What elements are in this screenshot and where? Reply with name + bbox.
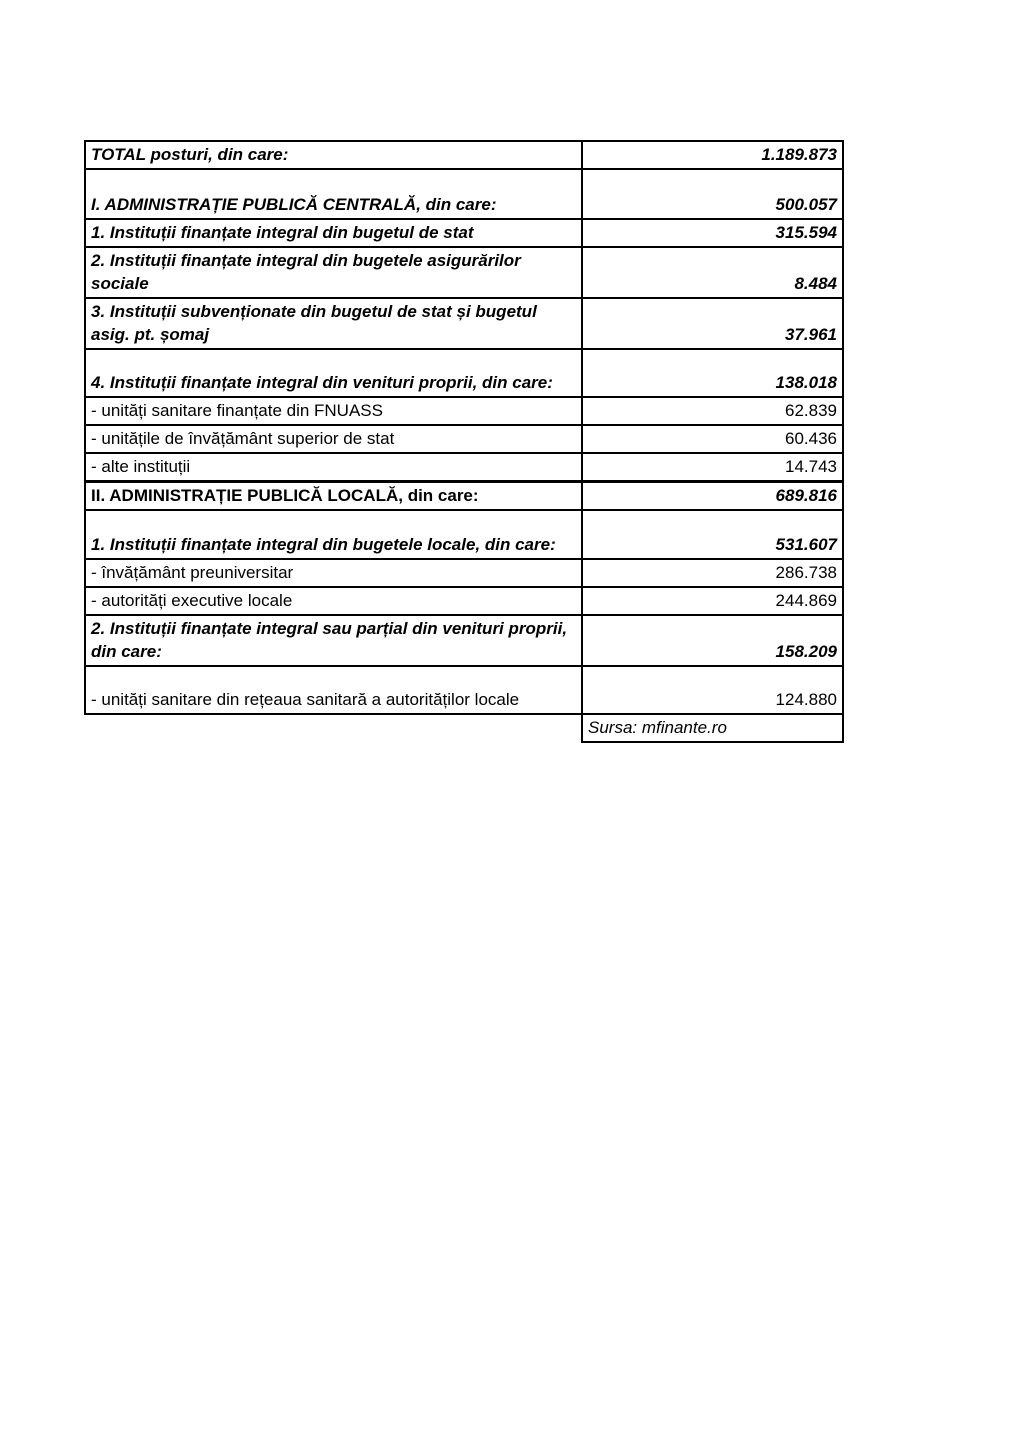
table-row	[85, 482, 843, 511]
row-value: 8.484	[582, 247, 843, 298]
table-row	[85, 298, 843, 349]
table-row	[85, 247, 843, 298]
row-value: 60.436	[582, 425, 843, 453]
row-value: 124.880	[582, 666, 843, 714]
table-row	[85, 510, 843, 559]
row-label: 1. Instituții finanțate integral din bugetul de stat	[85, 219, 582, 247]
table-row	[85, 453, 843, 482]
table-row	[85, 587, 843, 615]
row-value: 689.816	[582, 482, 843, 511]
table-row	[85, 559, 843, 587]
row-value: 138.018	[582, 349, 843, 397]
row-label: - unitățile de învățământ superior de stat	[85, 425, 582, 453]
row-value: 62.839	[582, 397, 843, 425]
row-value: 315.594	[582, 219, 843, 247]
table-row	[85, 666, 843, 714]
row-label: TOTAL posturi, din care:	[85, 141, 582, 169]
table-row	[85, 141, 843, 169]
row-label: - unități sanitare din rețeaua sanitară a autorităților locale	[85, 666, 582, 714]
positions-table-container	[84, 140, 844, 743]
table-row	[85, 615, 843, 666]
row-value: 158.209	[582, 615, 843, 666]
row-label: 1. Instituții finanțate integral din bugetele locale, din care:	[85, 510, 582, 559]
source-row	[85, 714, 843, 742]
row-label: 2. Instituții finanțate integral din bugetele asigurărilor sociale	[85, 247, 582, 298]
table-row	[85, 425, 843, 453]
row-value: 1.189.873	[582, 141, 843, 169]
table-row	[85, 219, 843, 247]
row-label: 2. Instituții finanțate integral sau parțial din venituri proprii, din care:	[85, 615, 582, 666]
table-row	[85, 169, 843, 219]
row-value: 37.961	[582, 298, 843, 349]
row-value: 500.057	[582, 169, 843, 219]
source-note: Sursa: mfinante.ro	[582, 714, 843, 742]
positions-table-body	[85, 141, 843, 714]
row-label: - învățământ preuniversitar	[85, 559, 582, 587]
positions-table	[84, 140, 844, 743]
row-label: 4. Instituții finanțate integral din venituri proprii, din care:	[85, 349, 582, 397]
row-value: 14.743	[582, 453, 843, 482]
source-row-spacer	[85, 714, 582, 742]
table-row	[85, 349, 843, 397]
row-value: 244.869	[582, 587, 843, 615]
row-value: 286.738	[582, 559, 843, 587]
table-row	[85, 397, 843, 425]
row-label: - autorități executive locale	[85, 587, 582, 615]
row-label: - alte instituții	[85, 453, 582, 482]
row-label: II. ADMINISTRAȚIE PUBLICĂ LOCALĂ, din care:	[85, 482, 582, 511]
source-row-body	[85, 714, 843, 742]
row-label: I. ADMINISTRAȚIE PUBLICĂ CENTRALĂ, din care:	[85, 169, 582, 219]
row-label: 3. Instituții subvenționate din bugetul de stat și bugetul asig. pt. șomaj	[85, 298, 582, 349]
row-value: 531.607	[582, 510, 843, 559]
row-label: - unități sanitare finanțate din FNUASS	[85, 397, 582, 425]
